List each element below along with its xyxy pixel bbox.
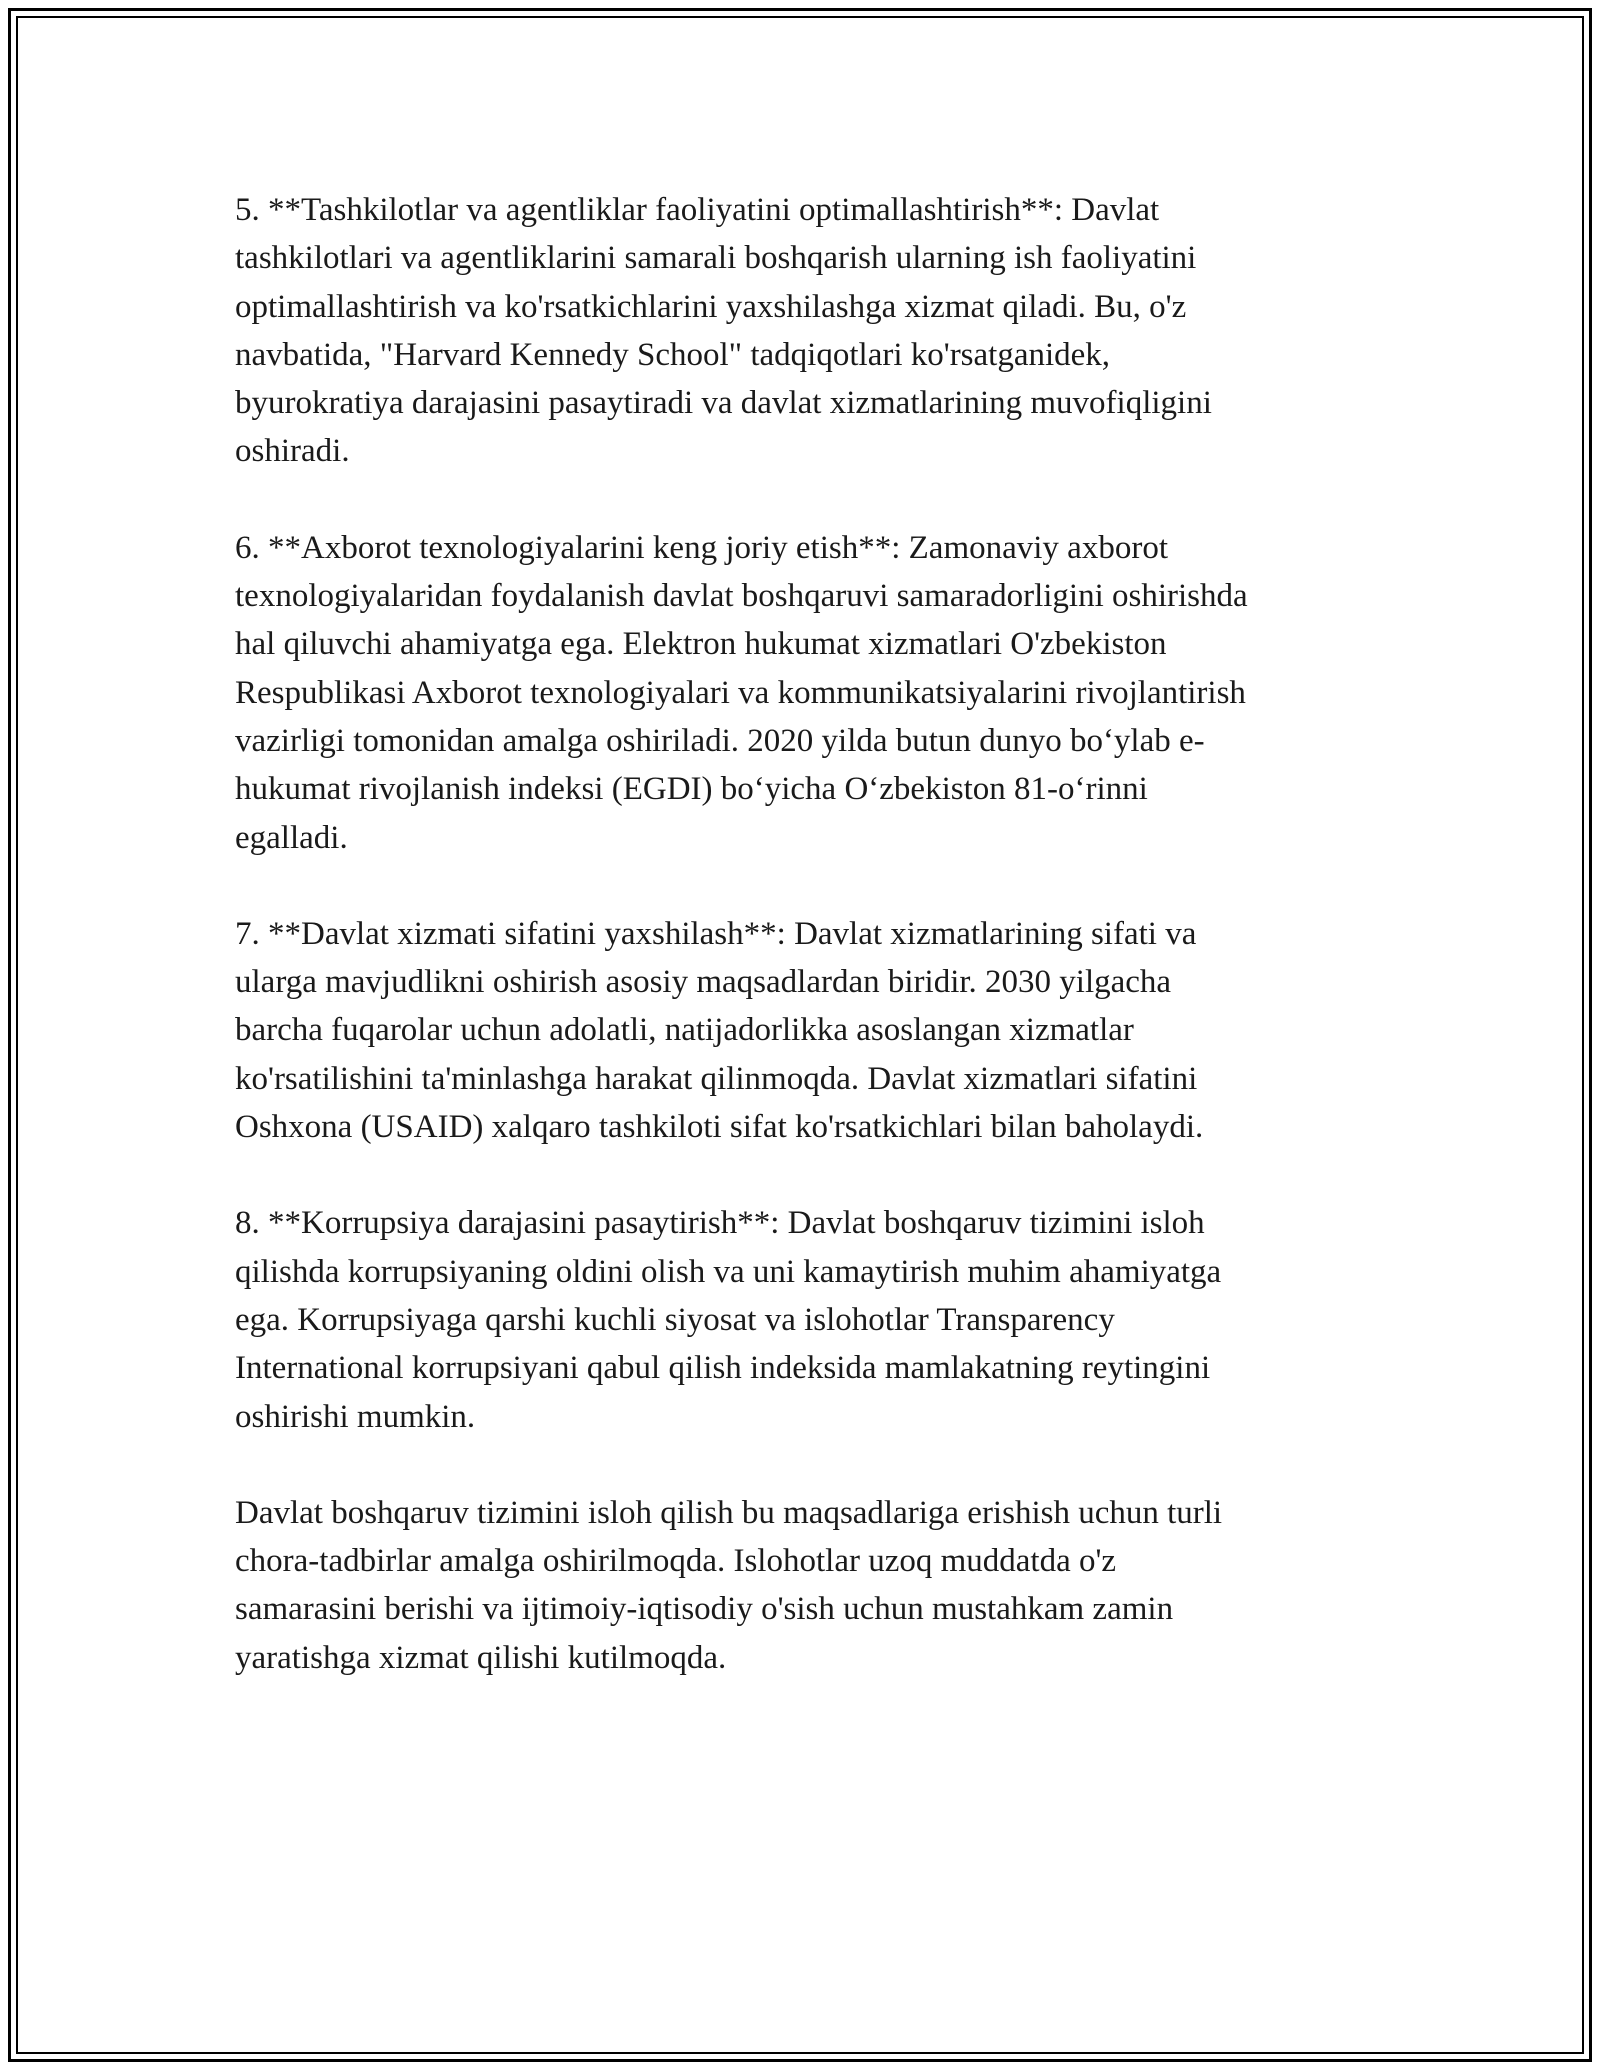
paragraph-item-5: 5. **Tashkilotlar va agentliklar faoliyatini optimallashtirish**: Davlat tashkilotlari va agentliklarini samarali boshqarish ularning ish faoliyatini optimallashtirish va ko'rsatkichlarini yaxshilashga xizmat qiladi. Bu, o'z navbatida, "Harvard Kennedy School" tadqiqotlari ko'rsatganidek, byurokratiya darajasini pasaytiradi va davlat xizmatlarining muvofiqligini oshiradi.: [235, 192, 1212, 470]
document-body: [235, 186, 1375, 1682]
paragraph-item-7: 7. **Davlat xizmati sifatini yaxshilash**: Davlat xizmatlarining sifati va ularga mavjudlikni oshirish asosiy maqsadlardan biridir. 2030 yilgacha barcha fuqarolar uchun adolatli, natijadorlikka asoslangan xizmatlar ko'rsatilishini ta'minlashga harakat qilinmoqda. Davlat xizmatlari sifatini Oshxona (USAID) xalqaro tashkiloti sifat ko'rsatkichlari bilan baholaydi.: [235, 915, 1204, 1146]
paragraph-item-6: 6. **Axborot texnologiyalarini keng joriy etish**: Zamonaviy axborot texnologiyalaridan foydalanish davlat boshqaruvi samaradorligini oshirishda hal qiluvchi ahamiyatga ega. Elektron hukumat xizmatlari O'zbekiston Respublikasi Axborot texnologiyalari va kommunikatsiyalarini rivojlantirish vazirligi tomonidan amalga oshiriladi. 2020 yilda butun dunyo bo‘ylab e- hukumat rivojlanish indeksi (EGDI) bo‘yicha O‘zbekiston 81-o‘rinni egalladi.: [235, 529, 1248, 856]
paragraph-item-8: 8. **Korrupsiya darajasini pasaytirish**: Davlat boshqaruv tizimini isloh qilishda korrupsiyaning oldini olish va uni kamaytirish muhim ahamiyatga ega. Korrupsiyaga qarshi kuchli siyosat va islohotlar Transparency International korrupsiyani qabul qilish indeksida mamlakatning reytingini oshirishi mumkin.: [235, 1205, 1222, 1435]
paragraph-conclusion: Davlat boshqaruv tizimini isloh qilish bu maqsadlariga erishish uchun turli chora-tadbirlar amalga oshirilmoqda. Islohotlar uzoq muddatda o'z samarasini berishi va ijtimoiy-iqtisodiy o'sish uchun mustahkam zamin yaratishga xizmat qilishi kutilmoqda.: [235, 1494, 1223, 1676]
